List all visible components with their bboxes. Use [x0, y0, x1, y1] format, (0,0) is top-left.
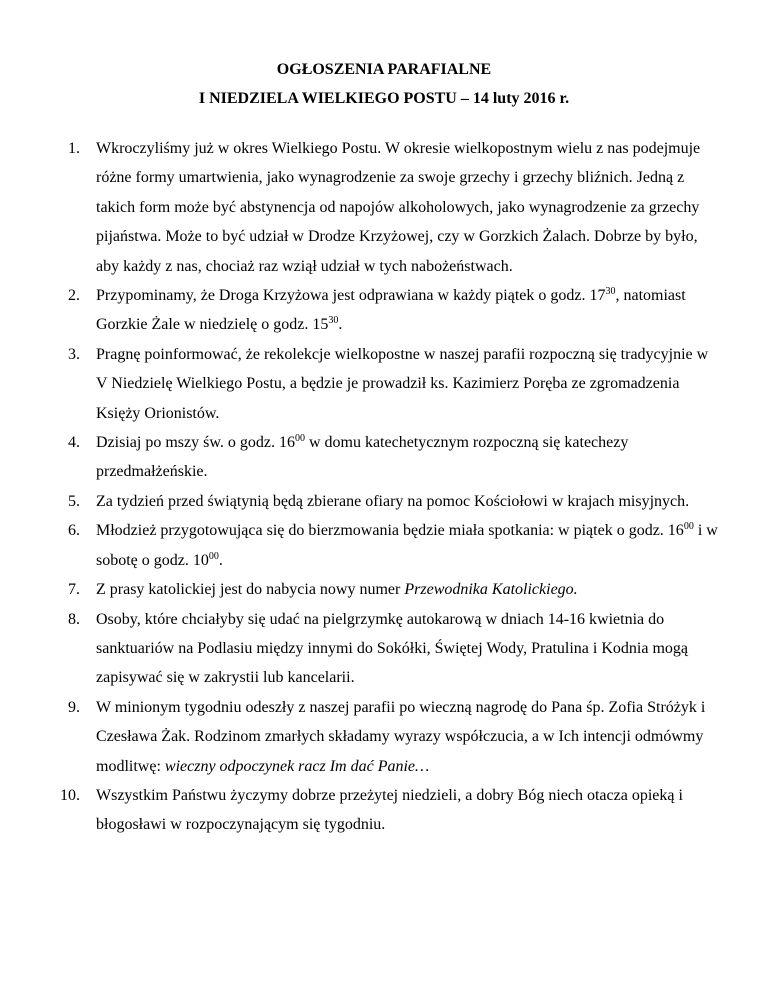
item-number: 6. — [68, 522, 80, 540]
list-item — [68, 487, 718, 516]
list-item — [68, 575, 718, 604]
item-text: Za tydzień przed świątynią będą zbierane ofiary na pomoc Kościołowi w krajach misyjnych. — [96, 492, 690, 510]
item-text: Wszystkim Państwu życzymy dobrze przeżytej niedzieli, a dobry Bóg niech otacza opieką i błogosławi w rozpoczynającym się tygodniu. — [96, 786, 683, 834]
list-item — [68, 134, 718, 281]
item-text: . — [338, 316, 343, 334]
header — [0, 60, 768, 109]
time-superscript: 30 — [605, 286, 616, 298]
list-item — [68, 281, 718, 340]
item-number: 5. — [68, 492, 80, 510]
item-text: Młodzież przygotowująca się do bierzmowania będzie miała spotkania: w piątek o godz. 16 — [96, 522, 684, 540]
item-text: i w sobotę o godz. 10 — [96, 522, 718, 569]
item-number: 7. — [68, 581, 80, 599]
time-superscript: 00 — [208, 550, 219, 562]
item-number: 9. — [68, 698, 80, 716]
list-item — [68, 516, 718, 575]
item-text: Dzisiaj po mszy św. o godz. 16 — [96, 434, 295, 452]
prayer-text: wieczny odpoczynek racz Im dać Panie… — [164, 757, 430, 775]
list-item — [68, 428, 718, 487]
page-title: OGŁOSZENIA PARAFIALNE — [276, 61, 492, 78]
item-text: Przypominamy, że Droga Krzyżowa jest odprawiana w każdy piątek o godz. 17 — [96, 287, 606, 305]
item-text: . — [218, 551, 223, 569]
item-number: 1. — [68, 140, 80, 157]
item-text: Wkroczyliśmy już w okres Wielkiego Postu. W okresie wielkopostnym wielu z nas podejmuje różne formy umartwienia, jako wynagrodzenie za swoje grzechy i grzechy bliźnich. Jedną z takich form może być abstynencja od napojów alkoholowych, jako wynagrodzenie za grzechy pijaństwa. Może to być udział w Drodze Krzyżowej, czy w Gorzkich Żalach. Dobrze by było, aby każdy z nas, chociaż raz wziął udział w tych nabożeństwach. — [96, 140, 701, 275]
publication-title: Przewodnika Katolickiego. — [404, 581, 578, 599]
list-item — [68, 605, 718, 693]
item-number: 2. — [68, 287, 80, 305]
time-superscript: 00 — [683, 521, 694, 533]
list-item — [68, 340, 718, 428]
item-number: 10. — [60, 786, 80, 804]
item-text: , natomiast Gorzkie Żale w niedzielę o godz. 15 — [96, 287, 686, 334]
item-text: Z prasy katolickiej jest do nabycia nowy numer — [96, 581, 405, 599]
item-text: Pragnę poinformować, że rekolekcje wielkopostne w naszej parafii rozpoczną się tradycyjnie w V Niedzielę Wielkiego Postu, a będzie je prowadził ks. Kazimierz Poręba ze zgromadzenia Księży Orionistów. — [96, 345, 709, 422]
item-text: W minionym tygodniu odeszły z naszej parafii po wieczną nagrodę do Pana śp. Zofia Stróżyk i Czesława Żak. Rodzinom zmarłych składamy wyrazy współczucia, a w Ich intencji odmówmy modlitwę: — [96, 698, 706, 775]
item-number: 4. — [68, 434, 80, 452]
time-superscript: 00 — [294, 433, 305, 445]
list-item — [60, 781, 718, 840]
item-text: Osoby, które chciałyby się udać na pielgrzymkę autokarową w dniach 14-16 kwietnia do sanktuariów na Podlasiu między innymi do Sokółki, Świętej Wody, Pratulina i Kodnia mogą zapisywać się w zakrystii lub kancelarii. — [96, 610, 688, 687]
item-number: 8. — [68, 610, 80, 628]
list-item — [68, 693, 718, 781]
announcement-list — [60, 134, 718, 840]
time-superscript: 30 — [328, 315, 339, 327]
item-number: 3. — [68, 345, 80, 363]
page-subtitle: I NIEDZIELA WIELKIEGO POSTU – 14 luty 2016 r. — [198, 90, 570, 107]
item-text: w domu katechetycznym rozpoczną się katechezy przedmałżeńskie. — [96, 434, 629, 481]
